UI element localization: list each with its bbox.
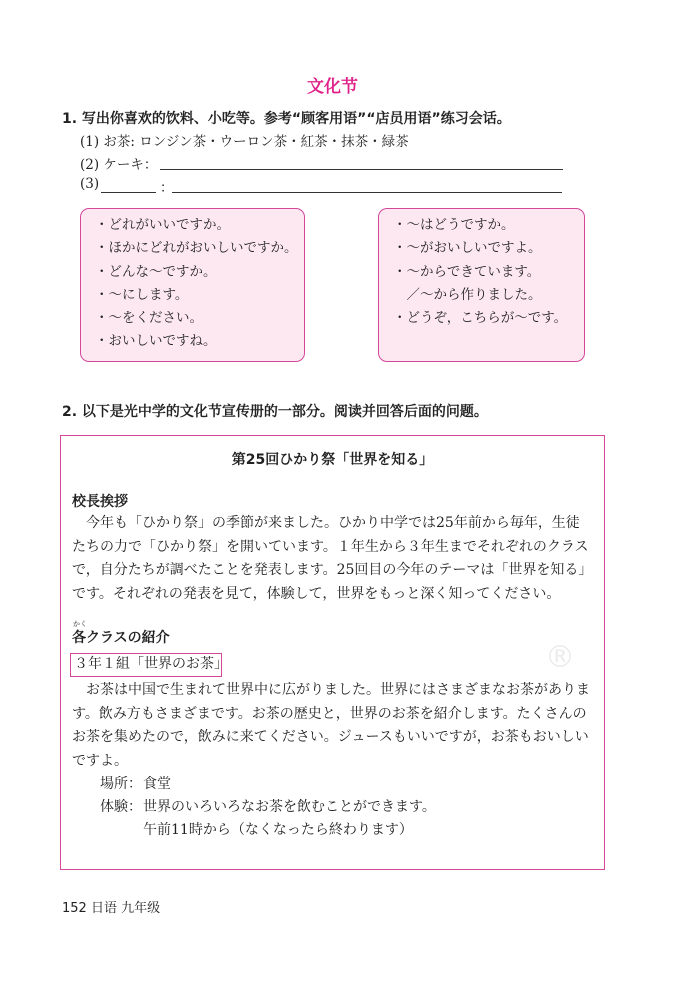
question-1-prompt: 1. 写出你喜欢的饮料、小吃等。参考“顾客用语”“店员用语”练习会话。: [62, 111, 511, 127]
phrase: ・～からできています。: [393, 263, 541, 280]
experience-time: 午前11時から（なくなったら終わります）: [143, 822, 413, 838]
phrase: ・～をください。: [95, 310, 203, 327]
answer-line-2[interactable]: [160, 169, 563, 170]
page-footer: 152 日语 九年级: [62, 901, 161, 916]
q1-item-2: (2) ケーキ：: [80, 157, 158, 173]
class-paragraph: [72, 679, 590, 773]
customer-phrases-box: [80, 208, 305, 362]
phrase: ・どれがいいですか。: [95, 217, 230, 233]
class-name-box: ３年１組「世界のお茶」: [70, 653, 222, 677]
phrase: ・～がおいしいですよ。: [393, 240, 542, 257]
watermark-registered: ®: [545, 640, 575, 675]
brochure-title: 第25回ひかり祭「世界を知る」: [231, 452, 434, 468]
question-2-prompt: 2. 以下是光中学的文化节宣传册的一部分。阅读并回答后面的问题。: [62, 404, 488, 420]
answer-line-3[interactable]: [172, 192, 562, 193]
phrase: ・ほかにどれがおいしいですか。: [95, 240, 298, 257]
greeting-heading: 校長挨拶: [72, 494, 128, 510]
q1-item-3-colon: ：: [160, 180, 174, 196]
place-label: 場所：: [100, 776, 142, 792]
paragraph-line: で，自分たちが調べたことを発表します。25回目の今年のテーマは「世界を知る」: [72, 562, 593, 578]
q1-item-1: (1) お茶: ロンジン茶・ウーロン茶・紅茶・抹茶・緑茶: [80, 134, 409, 150]
phrase: ・どうぞ，こちらが～です。: [393, 310, 568, 327]
paragraph-line: お茶を集めたので，飲みに来てください。ジュースもいいですが，お茶もおいしい: [72, 729, 589, 745]
phrase: ・おいしいですね。: [95, 333, 217, 350]
class-heading: 各クラスの紹介: [72, 630, 170, 646]
experience-label: 体験：: [100, 799, 142, 815]
ruby-kaku: かく: [73, 620, 87, 628]
phrase: ・～にします。: [95, 286, 189, 303]
place-value: 食堂: [143, 776, 171, 792]
page-title: 文化节: [307, 77, 358, 97]
phrase: ・どんな～ですか。: [95, 263, 217, 280]
experience-value: 世界のいろいろなお茶を飲むことができます。: [143, 799, 436, 815]
paragraph-line: たちの力で「ひかり祭」を開いています。１年生から３年生までそれぞれのクラス: [72, 538, 589, 555]
paragraph-line: す。飲み方もさまざまです。お茶の歴史と，世界のお茶を紹介します。たくさんの: [72, 705, 587, 722]
paragraph-line: お茶は中国で生まれて世界中に広がりました。世界にはさまざまなお茶がありま: [72, 682, 590, 698]
phrase: ／～から作りました。: [393, 286, 542, 303]
q1-item-3: (3): [80, 176, 100, 192]
paragraph-line: ですよ。: [72, 752, 128, 769]
greeting-paragraph: [72, 512, 592, 606]
paragraph-line: 今年も「ひかり祭」の季節が来ました。ひかり中学では25年前から毎年，生徒: [72, 515, 580, 531]
staff-phrases-box: [378, 208, 585, 362]
answer-blank-3a[interactable]: [101, 192, 156, 193]
phrase: ・～はどうですか。: [393, 217, 515, 233]
paragraph-line: です。それぞれの発表を見て，体験して，世界をもっと深く知ってください。: [72, 585, 561, 602]
